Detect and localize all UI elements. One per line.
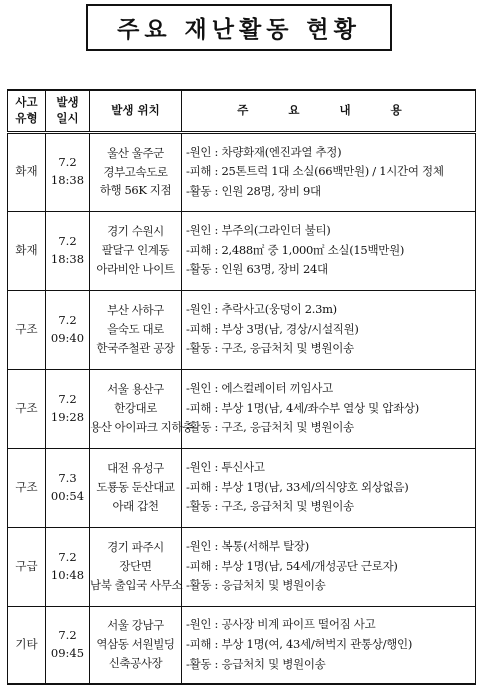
- detail-line: -원인 : 투신사고: [186, 460, 265, 475]
- table-row: [8, 448, 476, 527]
- incident-location: [90, 132, 182, 211]
- detail-line: -원인 : 에스컬레이터 끼임사고: [186, 381, 333, 396]
- location-line: 을숙도 대로: [107, 322, 164, 337]
- incident-time: 19:28: [50, 409, 85, 424]
- location-line: 울산 울주군: [107, 145, 164, 160]
- detail-line: -원인 : 복통(서해부 탈장): [186, 539, 309, 554]
- incident-time: 18:38: [50, 173, 85, 187]
- incident-type: 구급: [8, 527, 46, 606]
- location-line: 경기 파주시: [107, 540, 164, 555]
- location-line: 하행 56K 지점: [99, 183, 172, 198]
- incident-time: 00:54: [50, 488, 85, 503]
- header-type: 사고 유형: [8, 90, 46, 132]
- location-line: 대전 유성구: [107, 461, 164, 476]
- detail-line: -피해 : 2,488㎡ 중 1,000㎡ 소실(15백만원): [186, 242, 405, 257]
- location-line: 부산 사하구: [107, 303, 164, 318]
- table-row: [8, 211, 476, 290]
- incident-time: 18:38: [50, 251, 85, 266]
- incident-time: 10:48: [50, 567, 85, 582]
- incident-datetime: [46, 132, 90, 211]
- detail-line: -활동 : 인원 63명, 장비 24대: [186, 262, 328, 277]
- incident-location: [90, 211, 182, 290]
- table-row: [8, 132, 476, 211]
- incident-datetime: [46, 290, 90, 369]
- incident-datetime: [46, 211, 90, 290]
- location-line: 한강대로: [114, 401, 157, 416]
- location-line: 팔달구 인계동: [101, 243, 170, 258]
- detail-line: -활동 : 응급처치 및 병원이송: [186, 578, 326, 593]
- location-line: 역삼동 서원빌딩: [96, 637, 175, 652]
- location-line: 용산 아이파크 지하층: [90, 419, 193, 434]
- detail-line: -피해 : 부상 3명(남, 경상/시설직원): [186, 321, 359, 336]
- incident-type: 구조: [8, 369, 46, 448]
- location-line: 남북 출입국 사무소: [90, 577, 183, 592]
- incident-date: 7.3: [58, 470, 77, 485]
- detail-line: -원인 : 부주의(그라인더 불티): [186, 223, 331, 238]
- detail-line: -피해 : 부상 1명(남, 33세/의식양호 외상없음): [186, 479, 409, 494]
- location-line: 아래 갑천: [112, 498, 159, 513]
- incident-date: 7.2: [58, 233, 77, 248]
- location-line: 경기 수원시: [107, 224, 164, 239]
- incident-type: 화재: [8, 211, 46, 290]
- table-row: [8, 369, 476, 448]
- incident-location: [90, 290, 182, 369]
- detail-line: -피해 : 부상 1명(남, 54세/개성공단 근로자): [186, 558, 398, 573]
- detail-line: -활동 : 구조, 응급처치 및 병원이송: [186, 499, 354, 514]
- page-title: 주요 재난활동 현황: [86, 4, 392, 51]
- incident-location: [90, 448, 182, 527]
- incident-details: [182, 448, 476, 527]
- incident-type: 구조: [8, 290, 46, 369]
- location-line: 경부고속도로: [103, 164, 168, 179]
- location-line: 서울 용산구: [107, 382, 164, 397]
- incident-time: 09:40: [50, 330, 85, 345]
- table-header-row: [8, 90, 476, 132]
- detail-line: -원인 : 공사장 비계 파이프 떨어짐 사고: [186, 617, 376, 632]
- incident-details: [182, 211, 476, 290]
- incident-details: [182, 369, 476, 448]
- detail-line: -피해 : 부상 1명(남, 4세/좌수부 열상 및 압좌상): [186, 400, 419, 415]
- incident-details: [182, 290, 476, 369]
- incident-datetime: [46, 527, 90, 606]
- table-row: [8, 527, 476, 606]
- incident-type: 화재: [8, 132, 46, 211]
- incident-datetime: [46, 448, 90, 527]
- incident-date: 7.2: [58, 155, 77, 170]
- incident-datetime: [46, 369, 90, 448]
- header-location: 발생 위치: [90, 90, 182, 132]
- incident-type: 구조: [8, 448, 46, 527]
- incident-datetime: [46, 606, 90, 684]
- incident-date: 7.2: [58, 549, 77, 564]
- incident-date: 7.2: [58, 312, 77, 327]
- header-content: 주 요 내 용: [182, 90, 476, 132]
- location-line: 도룡동 둔산대교: [96, 480, 175, 495]
- incident-date: 7.2: [58, 627, 77, 642]
- incident-date: 7.2: [58, 391, 77, 406]
- incident-details: [182, 606, 476, 684]
- location-line: 한국주철관 공장: [96, 340, 175, 355]
- location-line: 서울 강남구: [107, 618, 164, 633]
- incident-location: [90, 606, 182, 684]
- location-line: 아라비안 나이트: [96, 261, 175, 276]
- detail-line: -원인 : 차량화재(엔진과열 추정): [186, 144, 342, 159]
- location-line: 신축공사장: [108, 656, 163, 671]
- incident-details: [182, 527, 476, 606]
- incident-location: [90, 527, 182, 606]
- table-row: [8, 290, 476, 369]
- detail-line: -피해 : 25톤트럭 1대 소실(66백만원) / 1시간여 정체: [186, 164, 444, 179]
- table-row: [8, 606, 476, 684]
- incident-details: [182, 132, 476, 211]
- detail-line: -활동 : 인원 28명, 장비 9대: [186, 183, 321, 198]
- detail-line: -원인 : 추락사고(웅덩이 2.3m): [186, 302, 337, 317]
- detail-line: -활동 : 응급처치 및 병원이송: [186, 656, 326, 671]
- incident-time: 09:45: [50, 645, 85, 660]
- detail-line: -활동 : 구조, 응급처치 및 병원이송: [186, 341, 354, 356]
- location-line: 장단면: [119, 559, 152, 574]
- incident-type: 기타: [8, 606, 46, 684]
- incident-location: [90, 369, 193, 448]
- header-time: 발생 일시: [46, 90, 90, 132]
- detail-line: -활동 : 구조, 응급처치 및 병원이송: [186, 420, 354, 435]
- detail-line: -피해 : 부상 1명(여, 43세/허벅지 관통상/행인): [186, 636, 412, 651]
- disaster-activity-table: [7, 89, 476, 685]
